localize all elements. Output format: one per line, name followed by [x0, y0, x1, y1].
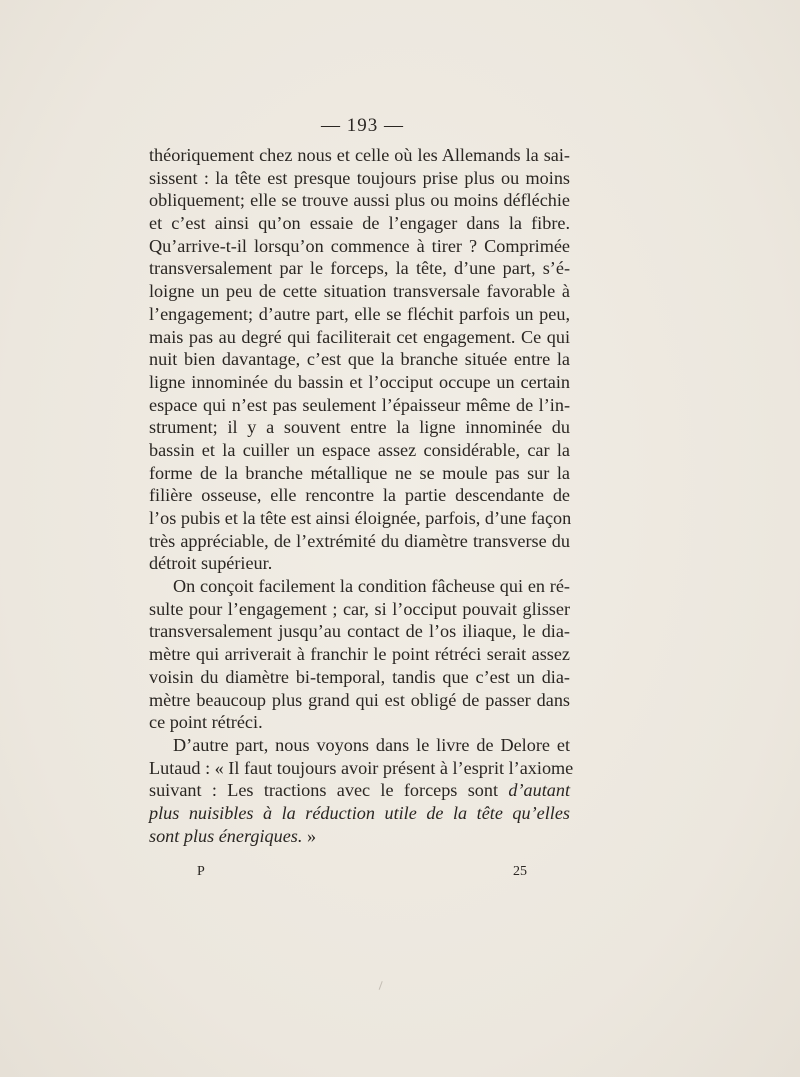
text-line: obliquement; elle se trouve aussi plus ou moins défléchie: [149, 190, 570, 211]
text-line: nuit bien davantage, c’est que la branche située entre la: [149, 349, 570, 370]
text-line: [149, 779, 570, 802]
signature-mark: P: [197, 864, 205, 879]
text-line: voisin du diamètre bi-temporal, tandis que c’est un dia-: [149, 666, 570, 687]
sheet-number: 25: [513, 864, 527, 879]
text-line: ligne innominée du bassin et l’occiput occupe un certain: [149, 371, 570, 392]
text-line: très appréciable, de l’extrémité du diamètre transverse du: [149, 530, 570, 551]
text-line: et c’est ainsi qu’on essaie de l’engager dans la fibre.: [149, 213, 570, 234]
text-line: transversalement par le forceps, la tête, d’une part, s’é-: [149, 258, 570, 279]
quote-italic: d’autant: [508, 780, 570, 801]
body-text: [149, 144, 574, 847]
text-line: bassin et la cuiller un espace assez considérable, car la: [149, 439, 570, 460]
text-line: strument; il y a souvent entre la ligne innominée du: [149, 417, 570, 438]
text-line: loigne un peu de cette situation transversale favorable à: [149, 281, 570, 302]
text-line: On conçoit facilement la condition fâcheuse qui en ré-: [173, 576, 570, 597]
text-line: l’engagement; d’autre part, elle se fléchit parfois un peu,: [149, 303, 570, 324]
quote-lead: suivant : Les tractions avec le forceps sont: [149, 780, 509, 801]
text-line: transversalement jusqu’au contact de l’os iliaque, le dia-: [149, 621, 570, 642]
text-line: l’os pubis et la tête est ainsi éloignée, parfois, d’une façon: [149, 508, 572, 528]
quote-italic-end: sont plus énergiques.: [149, 825, 303, 846]
paper-mark: [379, 981, 389, 992]
text-line: plus nuisibles à la réduction utile de la tête qu’elles: [149, 802, 570, 823]
text-line: forme de la branche métallique ne se moule pas sur la: [149, 462, 570, 483]
page-number: — 193 —: [321, 115, 404, 136]
text-line: mais pas au degré qui faciliterait cet engagement. Ce qui: [149, 326, 570, 347]
text-line: ce point rétréci.: [149, 712, 263, 733]
text-line: espace qui n’est pas seulement l’épaisseur même de l’in-: [149, 394, 570, 415]
text-line: filière osseuse, elle rencontre la partie descendante de: [149, 485, 570, 506]
text-line: sissent : la tête est presque toujours prise plus ou moins: [149, 167, 570, 188]
text-line: théoriquement chez nous et celle où les Allemands la sai-: [149, 145, 570, 165]
text-line: Lutaud : « Il faut toujours avoir présent à l’esprit l’axiome: [149, 757, 574, 778]
text-line: D’autre part, nous voyons dans le livre de Delore et: [173, 734, 570, 755]
text-line: mètre qui arriverait à franchir le point rétréci serait assez: [149, 644, 570, 665]
text-line: mètre beaucoup plus grand qui est obligé de passer dans: [149, 689, 570, 710]
text-line: détroit supérieur.: [149, 553, 273, 574]
text-line: Qu’arrive-t-il lorsqu’on commence à tirer ? Comprimée: [149, 235, 570, 256]
quote-close: »: [302, 825, 317, 846]
text-line: [149, 825, 570, 848]
text-line: sulte pour l’engagement ; car, si l’occiput pouvait glisser: [149, 598, 570, 619]
